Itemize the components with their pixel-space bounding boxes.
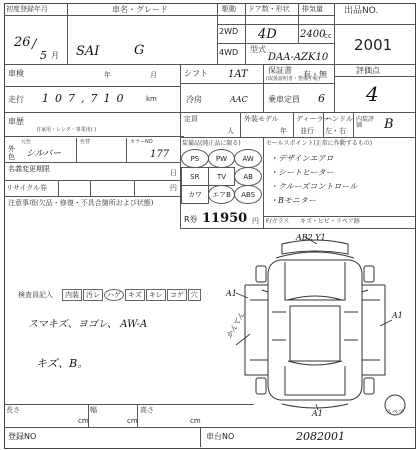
capacity-unit: 人 [227, 127, 234, 135]
interior-value: B [384, 117, 394, 132]
car-name-value: SAI [76, 44, 100, 59]
width-label: 幅 [90, 406, 97, 414]
recycle-label: リサイクル券 [6, 184, 48, 192]
mileage-unit: km [146, 95, 157, 103]
recycle-unit: 円 [170, 184, 177, 192]
exterior-year-unit: 年 [280, 127, 287, 135]
color-code-label: 色替 [80, 139, 91, 145]
sheet-frame [4, 3, 416, 449]
exterior-model-label: 外装モデル [244, 115, 279, 123]
warranty-sub: (取扱説明書・整備手帳) [266, 76, 320, 82]
dealer-label: ディーラー [296, 115, 331, 123]
reg-month-unit: 月 [51, 51, 59, 60]
drive-label: 駆動 [222, 5, 236, 13]
inspector-option: 穴 [188, 289, 201, 301]
grade-value: 4 [366, 82, 379, 106]
displacement-value: 2400 [300, 29, 326, 40]
equipment-grid [182, 150, 262, 210]
reg-year: 26 [14, 35, 31, 50]
grade-label: 評価点 [356, 66, 380, 75]
displacement-unit: cc [324, 32, 332, 40]
recycle-fee-label: R券 [184, 215, 198, 224]
diagram-top-mark: AB2 Y1 [296, 233, 326, 242]
color-no-value: 177 [150, 149, 170, 160]
diagram-left-mark2: かんてん [225, 311, 247, 340]
seating-label: 乗車定員 [268, 95, 300, 104]
inspection-year-unit: 年 [104, 71, 111, 79]
equipment-label: 装備品(純正品に限る) [182, 140, 241, 147]
inspector-option: 内装 [62, 289, 82, 301]
equipment-cell: カワ [181, 185, 209, 204]
color-orig-label: 元色 [21, 139, 32, 145]
shift-value: 1AT [228, 69, 248, 80]
diagram-bottom-mark: A1 [312, 409, 323, 418]
notes-label: 注意事項(欠品・修復・不具合箇所および状態) [8, 199, 154, 207]
capacity-label: 定員 [184, 115, 198, 123]
displacement-label: 排気量 [302, 5, 323, 13]
diagram-left-mark: A1 [226, 289, 237, 298]
chassis-no: 2082001 [296, 430, 345, 443]
recycle-fee-value: 11950 [202, 211, 248, 226]
height-unit: cm [190, 417, 201, 425]
inspector-option: コゲ [167, 289, 187, 301]
equipment-cell: AW [234, 149, 262, 168]
mileage-value: 107,710 [42, 92, 130, 105]
inspector-options [62, 289, 201, 301]
history-options: 自家用・レンタ・事業用( ) [36, 127, 97, 133]
length-label: 長さ [6, 406, 20, 414]
drive-2wd: 2WD [219, 27, 239, 36]
dealer-sub: 並行 [300, 127, 314, 135]
sales-point: ・デザインエアロ [270, 154, 334, 163]
mileage-label: 走行 [8, 95, 24, 104]
model-label: 型式 [250, 45, 266, 54]
reg-month: 5 [40, 49, 47, 62]
car-name-label: 車名・グレード [112, 5, 168, 14]
aircon-value: AAC [230, 95, 248, 104]
recycle-fee-unit: 円 [252, 217, 259, 225]
seating-value: 6 [318, 92, 325, 105]
listing-no-value: 2001 [354, 36, 393, 54]
diagram-right-mark: A1 [392, 311, 403, 320]
equipment-cell: TV [208, 167, 236, 186]
sales-label: セールスポイント(正常に作動するもの) [266, 140, 373, 147]
equipment-cell: AB [234, 167, 262, 186]
color-no-label: カラーNO [130, 139, 153, 145]
drive-4wd: 4WD [219, 48, 239, 57]
inspection-label: 車検 [8, 69, 24, 78]
sales-point: ・シートヒーター [270, 168, 334, 177]
equipment-cell: SR [181, 167, 209, 186]
warranty-value: 有・無 [303, 70, 327, 79]
chassis-label: 車台NO [206, 432, 235, 441]
interior-label: 内装評価 [356, 116, 375, 129]
name-change-label: 名義変更期限 [8, 165, 50, 173]
inspector-option: ハゲ [104, 289, 124, 301]
equipment-cell: エアB [208, 185, 236, 204]
sales-point: ・Bモニター [270, 196, 316, 205]
reg-no-label: 登録NO [8, 432, 37, 441]
glass-options: キズ・ヒビ・リペア跡 [300, 218, 360, 225]
length-unit: cm [78, 417, 89, 425]
doors-value: 4D [258, 27, 277, 42]
inspector-option: キレ [146, 289, 166, 301]
history-label: 車歴 [8, 117, 24, 126]
inspector-note-line2: キズ、B。 [36, 357, 89, 370]
model-value: DAA-AZK10 [268, 52, 329, 63]
color-value: シルバー [26, 149, 62, 159]
height-label: 高さ [140, 406, 154, 414]
first-reg-label: 初度登録年月 [6, 5, 48, 13]
glass-label: F/ガラス [266, 218, 290, 225]
width-unit: cm [127, 417, 138, 425]
reg-year-slash: / [32, 37, 37, 52]
aircon-label: 冷房 [186, 95, 202, 104]
equipment-cell: PS [181, 149, 209, 168]
name-change-unit: 日 [170, 169, 177, 177]
sales-point: ・クルーズコントロール [270, 182, 358, 191]
spare-label: スペア [386, 409, 405, 416]
inspector-option: 汚レ [83, 289, 103, 301]
color-label: 外色 [8, 145, 15, 161]
shift-label: シフト [184, 69, 208, 78]
handle-label: ハンドル [325, 115, 353, 123]
warranty-label: 保証書 [268, 66, 292, 75]
inspector-label: 検査員記入 [18, 291, 53, 299]
listing-no-label: 出品NO. [344, 6, 379, 16]
sales-list [270, 152, 410, 208]
inspector-note-line1: スマキズ、ヨゴレ、 AW-A [28, 319, 148, 330]
grade-value: G [134, 43, 145, 58]
equipment-cell: PW [208, 149, 236, 168]
doors-label: ドア数・形状 [248, 5, 290, 13]
equipment-cell: ABS [234, 185, 262, 204]
inspection-month-unit: 月 [150, 71, 157, 79]
inspector-option: キズ [125, 289, 145, 301]
handle-value: 左・右 [325, 127, 346, 135]
